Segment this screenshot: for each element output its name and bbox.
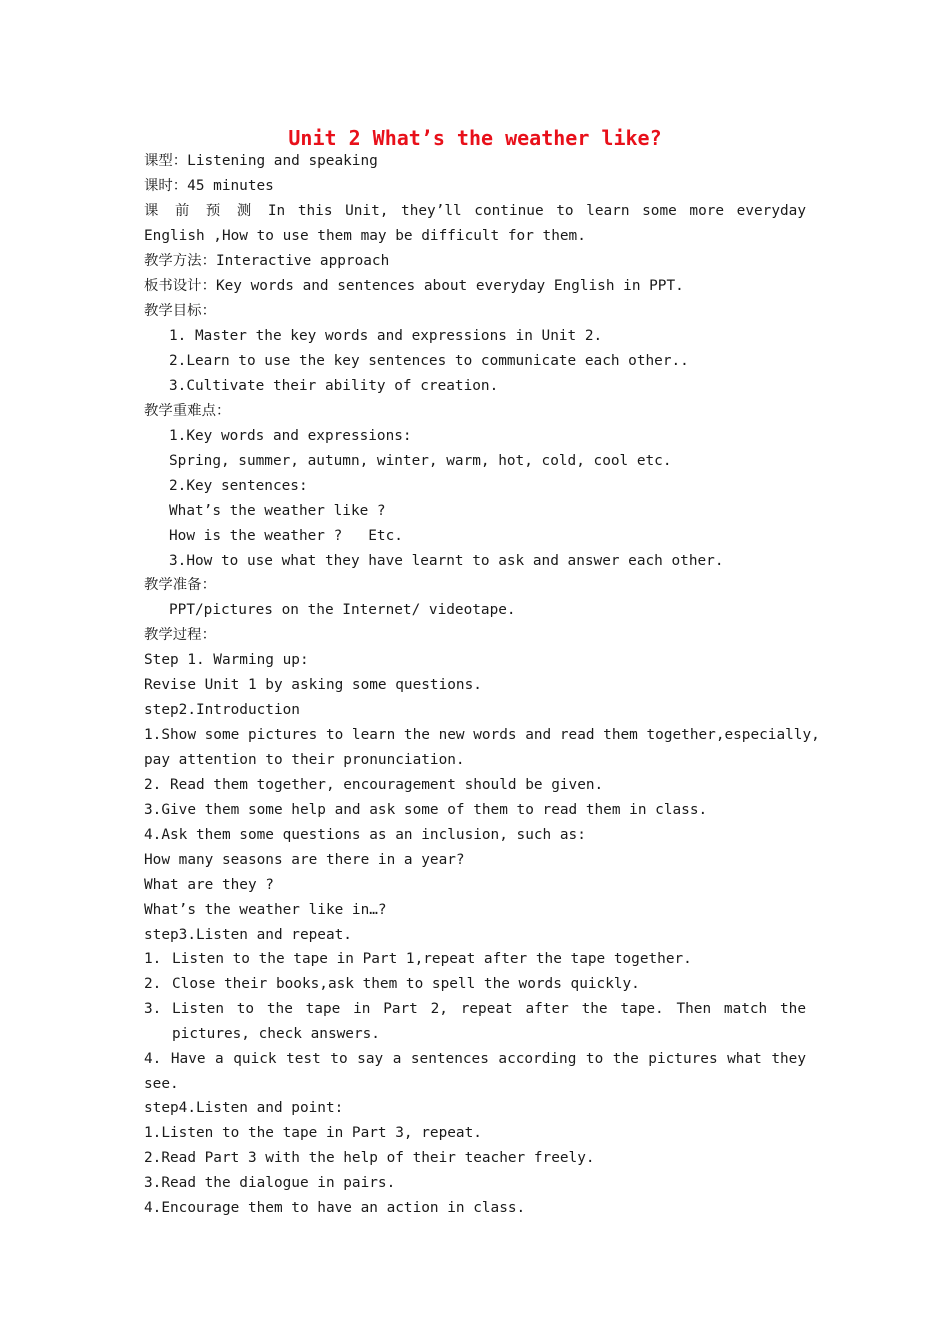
list-number: 2. <box>144 976 162 992</box>
objectives-heading: 教学目标： <box>144 303 216 319</box>
key-point-line: 1.Key words and expressions: <box>169 428 412 444</box>
step2-question: How many seasons are there in a year? <box>144 852 465 868</box>
step2-item-2: 2. Read them together, encouragement should be given. <box>144 777 604 793</box>
teaching-method: 教学方法：Interactive approach <box>144 253 390 269</box>
step3-item-4-line-2: see. <box>144 1076 179 1092</box>
step2-item-4: 4.Ask them some questions as an inclusion, such as: <box>144 827 586 843</box>
step2-question: What’s the weather like in…? <box>144 902 387 918</box>
objective-item: 1. Master the key words and expressions in Unit 2. <box>169 328 603 344</box>
key-point-line: Spring, summer, autumn, winter, warm, hot, cold, cool etc. <box>169 453 672 469</box>
key-point-line: 2.Key sentences: <box>169 478 308 494</box>
preview-line-1: 课 前 预 测 In this Unit, they’ll continue to learn some more everyday <box>144 203 806 219</box>
key-point-line: 3.How to use what they have learnt to ask and answer each other. <box>169 553 724 569</box>
step4-item: 3.Read the dialogue in pairs. <box>144 1175 396 1191</box>
key-points-heading: 教学重难点： <box>144 403 231 419</box>
lesson-duration: 课时：45 minutes <box>144 178 274 194</box>
step3-item-1 <box>144 949 692 969</box>
preparation-text: PPT/pictures on the Internet/ videotape. <box>169 602 516 618</box>
board-design: 板书设计：Key words and sentences about everyday English in PPT. <box>144 278 684 294</box>
step3-item-3 <box>144 999 806 1019</box>
step1-text: Revise Unit 1 by asking some questions. <box>144 677 482 693</box>
lesson-type: 课型：Listening and speaking <box>144 153 378 169</box>
preparation-heading: 教学准备： <box>144 577 216 593</box>
list-number: 1. <box>144 951 162 967</box>
step2-question: What are they ? <box>144 877 274 893</box>
list-text: Listen to the tape in Part 2, repeat after the tape. Then match the <box>172 1001 806 1017</box>
preview-line-2: English ,How to use them may be difficult for them. <box>144 228 586 244</box>
objective-item: 3.Cultivate their ability of creation. <box>169 378 499 394</box>
key-point-line: How is the weather ? Etc. <box>169 528 403 544</box>
step4-item: 2.Read Part 3 with the help of their teacher freely. <box>144 1150 595 1166</box>
step2-item-1-line-1: 1.Show some pictures to learn the new words and read them together,especially, <box>144 727 820 743</box>
step4-item: 4.Encourage them to have an action in class. <box>144 1200 526 1216</box>
list-text: Close their books,ask them to spell the words quickly. <box>172 976 640 992</box>
list-text: Listen to the tape in Part 1,repeat after the tape together. <box>172 951 692 967</box>
step2-item-1-line-2: pay attention to their pronunciation. <box>144 752 465 768</box>
process-heading: 教学过程： <box>144 627 216 643</box>
key-point-line: What’s the weather like ? <box>169 503 386 519</box>
step3-title: step3.Listen and repeat. <box>144 927 352 943</box>
step3-item-3-cont: pictures, check answers. <box>172 1026 380 1042</box>
list-number: 3. <box>144 1001 162 1017</box>
step2-item-3: 3.Give them some help and ask some of them to read them in class. <box>144 802 708 818</box>
document-title: Unit 2 What’s the weather like? <box>288 126 662 150</box>
step2-title: step2.Introduction <box>144 702 300 718</box>
step1-title: Step 1. Warming up: <box>144 652 309 668</box>
step3-item-2 <box>144 974 640 994</box>
step4-item: 1.Listen to the tape in Part 3, repeat. <box>144 1125 482 1141</box>
step3-item-4-line-1: 4. Have a quick test to say a sentences according to the pictures what they <box>144 1051 806 1067</box>
step4-title: step4.Listen and point: <box>144 1100 344 1116</box>
objective-item: 2.Learn to use the key sentences to communicate each other.. <box>169 353 689 369</box>
